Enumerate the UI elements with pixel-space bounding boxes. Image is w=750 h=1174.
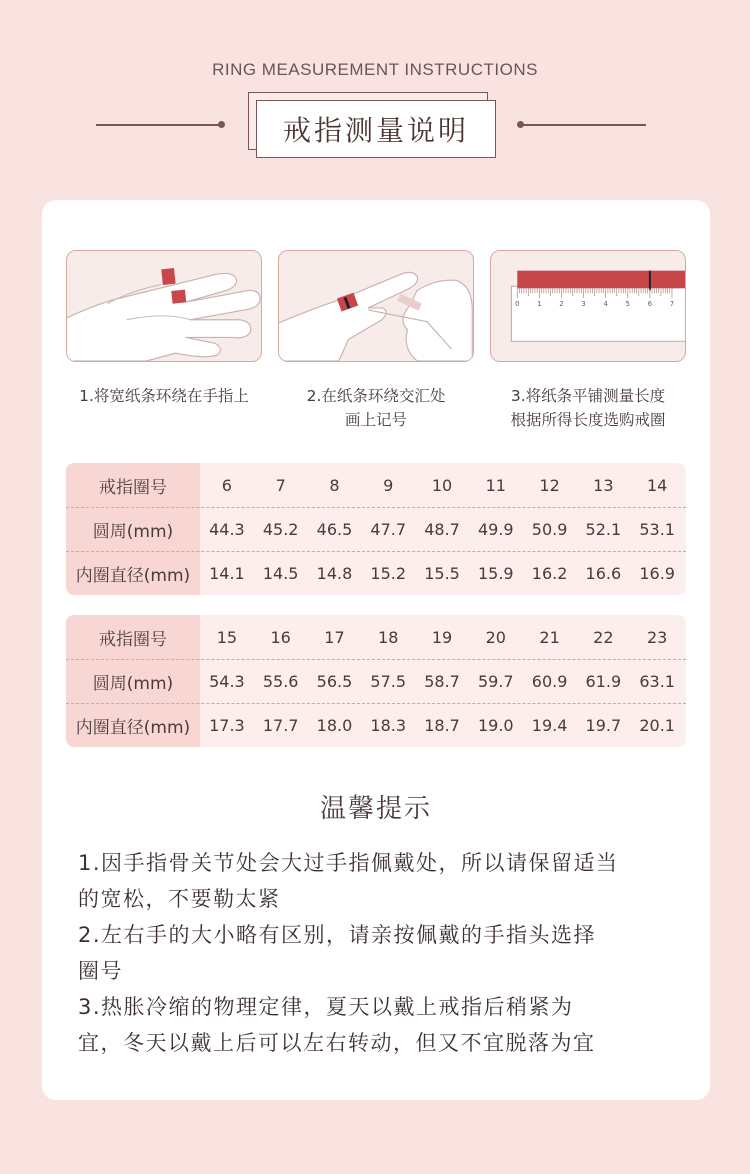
table-cell: 47.7: [370, 519, 407, 539]
table-cell: 6: [221, 475, 232, 495]
table-cell: 14.1: [209, 563, 245, 583]
title-banner: [0, 92, 750, 162]
step-2-caption-line-2: 画上记号: [344, 411, 407, 429]
table-cell: 13: [593, 475, 614, 495]
table-cell: 20.1: [639, 715, 675, 735]
table-cell: 63.1: [639, 671, 675, 691]
table-cell: 21: [539, 627, 560, 647]
row-label: 内圈直径(mm): [75, 565, 191, 586]
table-cell: 23: [646, 627, 668, 647]
row-label: 圆周(mm): [92, 673, 174, 694]
table-cell: 15.5: [424, 563, 460, 583]
table-cell: 15: [216, 627, 238, 647]
ruler-tick-label: 6: [647, 300, 653, 308]
table-cell: 19: [431, 627, 453, 647]
table-row-ring-size: [66, 615, 686, 659]
pen-marking-strip-icon: [279, 251, 473, 361]
row-label: 内圈直径(mm): [75, 717, 191, 738]
table-cell: 57.5: [370, 671, 407, 691]
finger-mark-illustration: [278, 250, 474, 362]
table-cell: 16.2: [531, 563, 568, 583]
step-2-caption-line-1: 2.在纸条环绕交汇处: [306, 387, 446, 405]
subtitle-english: RING MEASUREMENT INSTRUCTIONS: [212, 60, 538, 79]
table-cell: 16.9: [639, 563, 675, 583]
table-cell: 18: [378, 627, 399, 647]
table-row-ring-size: [66, 463, 686, 507]
table-row-inner-diameter: [66, 703, 686, 747]
step-3-caption-line-2: 根据所得长度选购戒圈: [510, 411, 666, 429]
table-cell: 18.3: [370, 715, 407, 735]
step-1-caption: [66, 384, 262, 408]
table-cell: 15.2: [370, 563, 407, 583]
tip-line: 1.因手指骨关节处会大过手指佩戴处，所以请保留适当: [78, 851, 619, 875]
table-cell: 11: [485, 475, 506, 495]
table-cell: 58.7: [424, 671, 460, 691]
table-cell: 18.0: [316, 715, 353, 735]
tip-line: 2.左右手的大小略有区别，请亲按佩戴的手指头选择: [78, 923, 597, 947]
ruler-tick-label: 2: [559, 300, 564, 308]
divider-dot-left: [218, 121, 225, 128]
size-table-2: [66, 615, 686, 747]
table-cell: 14.8: [316, 563, 353, 583]
table-row-circumference: [66, 507, 686, 551]
table-cell: 16: [270, 627, 291, 647]
step-3-caption-line-1: 3.将纸条平铺测量长度: [510, 387, 666, 405]
row-label: 圆周(mm): [92, 521, 174, 542]
ruler-tick-label: 4: [603, 300, 608, 308]
table-cell: 16.6: [585, 563, 622, 583]
table-cell: 48.7: [424, 519, 460, 539]
table-cell: 19.0: [477, 715, 514, 735]
ruler-measure-illustration: [490, 250, 686, 362]
table-cell: 46.5: [316, 519, 353, 539]
table-cell: 61.9: [585, 671, 622, 691]
table-cell: 52.1: [585, 519, 622, 539]
table-cell: 49.9: [477, 519, 514, 539]
ruler-tick-label: 3: [581, 300, 586, 308]
table-cell: 12: [539, 475, 560, 495]
step-2: [278, 250, 474, 432]
tips-list: [78, 846, 678, 1062]
table-cell: 8: [329, 475, 340, 495]
row-label: 戒指圈号: [99, 477, 167, 498]
table-cell: 44.3: [209, 519, 245, 539]
step-3: [490, 250, 686, 432]
tip-line: 宜，冬天以戴上后可以左右转动，但又不宜脱落为宜: [78, 1031, 596, 1055]
page-title: 戒指测量说明: [256, 100, 496, 158]
step-1-caption-line: 1.将宽纸条环绕在手指上: [79, 387, 249, 405]
hand-with-paper-strip-icon: [67, 251, 261, 361]
table-cell: 59.7: [477, 671, 514, 691]
table-cell: 19.7: [585, 715, 622, 735]
size-table-1: [66, 463, 686, 595]
finger-wrap-illustration: [66, 250, 262, 362]
step-1: [66, 250, 262, 408]
tip-line: 3.热胀冷缩的物理定律，夏天以戴上戒指后稍紧为: [78, 995, 574, 1019]
step-2-caption: [278, 384, 474, 432]
table-cell: 22: [593, 627, 614, 647]
table-cell: 20: [485, 627, 506, 647]
ruler-tick-label: 7: [669, 300, 675, 308]
divider-line-right: [522, 124, 646, 126]
tip-line: 圈号: [78, 959, 123, 983]
row-label: 戒指圈号: [99, 629, 167, 650]
table-cell: 14.5: [262, 563, 299, 583]
table-row-inner-diameter: [66, 551, 686, 595]
table-row-circumference: [66, 659, 686, 703]
table-cell: 19.4: [531, 715, 568, 735]
table-cell: 18.7: [424, 715, 460, 735]
table-cell: 56.5: [316, 671, 353, 691]
table-cell: 14: [646, 475, 668, 495]
table-cell: 10: [431, 475, 453, 495]
table-cell: 15.9: [477, 563, 514, 583]
tips-title: 温馨提示: [319, 794, 432, 824]
table-cell: 60.9: [531, 671, 568, 691]
tip-line: 的宽松，不要勒太紧: [78, 887, 281, 911]
table-cell: 9: [383, 475, 394, 495]
divider-line-left: [96, 124, 220, 126]
table-cell: 17.7: [262, 715, 299, 735]
table-cell: 45.2: [262, 519, 299, 539]
table-cell: 17: [324, 627, 345, 647]
table-cell: 50.9: [531, 519, 568, 539]
content-card: [42, 200, 710, 1100]
table-cell: 17.3: [209, 715, 245, 735]
ruler-tick-label: 0: [515, 300, 520, 308]
table-cell: 53.1: [639, 519, 675, 539]
ruler-tick-label: 1: [537, 300, 542, 308]
table-cell: 7: [275, 475, 286, 495]
table-cell: 55.6: [262, 671, 299, 691]
ruler-icon: [491, 251, 685, 361]
table-cell: 54.3: [209, 671, 245, 691]
ruler-tick-label: 5: [625, 300, 630, 308]
step-3-caption: [490, 384, 686, 432]
